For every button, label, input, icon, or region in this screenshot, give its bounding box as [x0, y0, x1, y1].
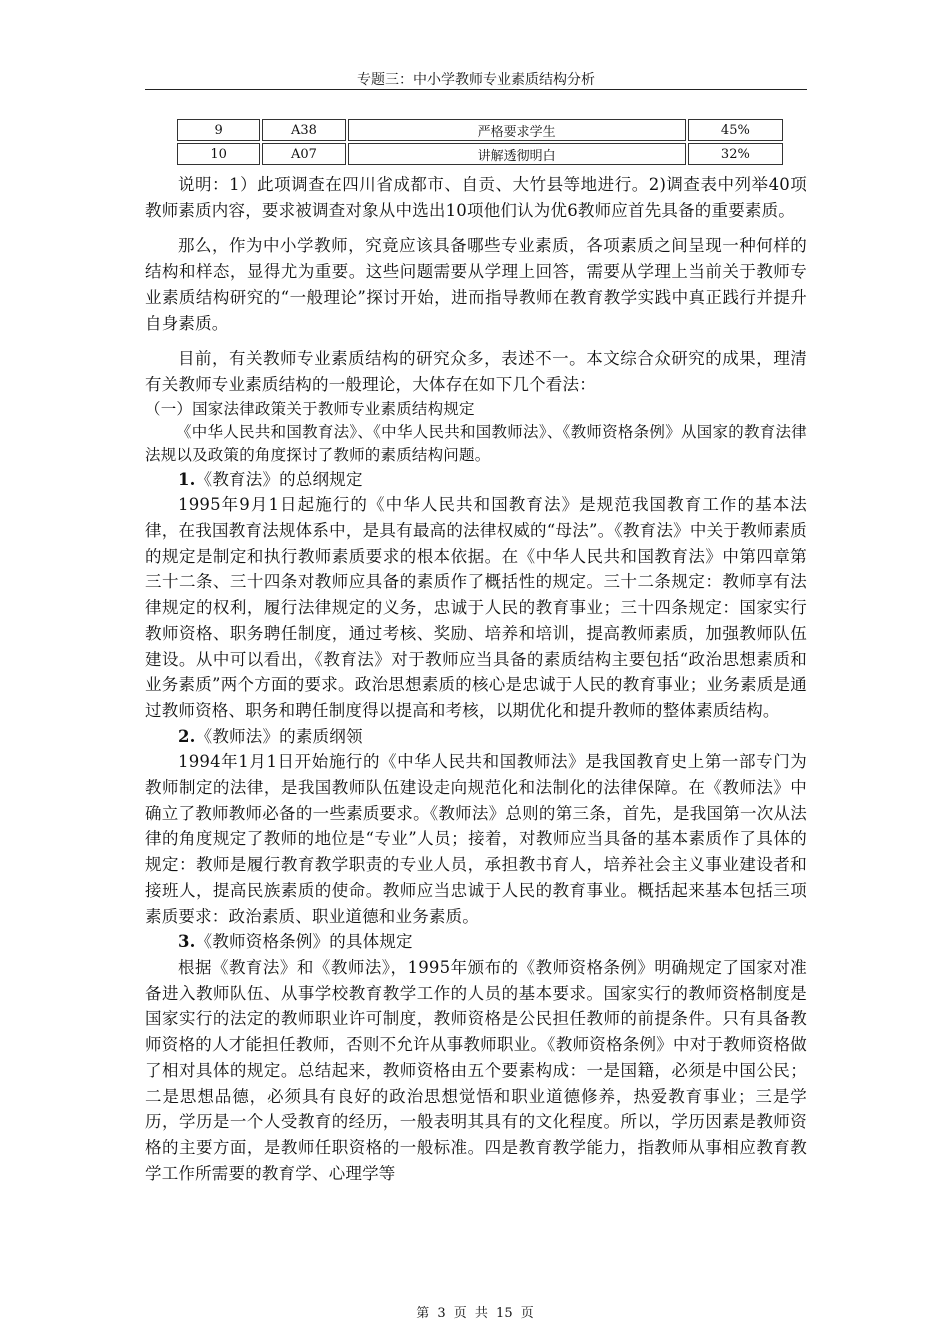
heading-number: 1.: [178, 469, 196, 489]
paragraph: 根据《教育法》和《教师法》，1995年颁布的《教师资格条例》明确规定了国家对准备进入教师队伍、从事学校教育教学工作的人员的基本要求。国家实行的教师资格制度是国家实行的法定的教师职业许可制度，教师资格是公民担任教师的前提条件。只有具备教师资格的人才能担任教师，否则不允许从事教师职业。《教师资格条例》中对于教师资格做了相对具体的规定。总结起来，教师资格由五个要素构成：一是国籍，必须是中国公民；二是思想品德，必须具有良好的政治思想觉悟和职业道德修养，热爱教育事业；三是学历，学历是一个人受教育的经历，一般表明其具有的文化程度。所以，学历因素是教师资格的主要方面，是教师任职资格的一般标准。四是教育教学能力，指教师从事相应教育教学工作所需要的教育学、心理学等: [145, 957, 807, 1183]
section-heading: （一）国家法律政策关于教师专业素质结构规定: [145, 399, 475, 418]
heading-text: 《教育法》的总纲规定: [195, 469, 363, 489]
rank-cell: 9: [177, 119, 260, 141]
heading-text: 《教师法》的素质纲领: [195, 726, 363, 746]
paragraph: 《中华人民共和国教育法》、《中华人民共和国教师法》、《教师资格条例》从国家的教育法律法规以及政策的角度探讨了教师的素质结构问题。: [145, 422, 807, 464]
rank-cell: 10: [177, 143, 260, 165]
paragraph: 1994年1月1日开始施行的《中华人民共和国教师法》是我国教育史上第一部专门为教师制定的法律，是我国教师队伍建设走向规范化和法制化的法律保障。在《教师法》中确立了教师教师必备的一些素质要求。《教师法》总则的第三条，首先，是我国第一次从法律的角度规定了教师的地位是“专业”人员；接着，对教师应当具备的基本素质作了具体的规定：教师是履行教育教学职责的专业人员，承担教书育人，培养社会主义事业建设者和接班人，提高民族素质的使命。教师应当忠诚于人民的教育事业。概括起来基本包括三项素质要求：政治素质、职业道德和业务素质。: [145, 752, 807, 926]
percent-cell: 32%: [688, 143, 783, 165]
paragraph: 那么，作为中小学教师，究竟应该具备哪些专业素质，各项素质之间呈现一种何样的结构和样态，显得尤为重要。这些问题需要从学理上回答，需要从学理上当前关于教师专业素质结构研究的“一般理论”探讨开始，进而指导教师在教育教学实践中真正践行并提升自身素质。: [145, 236, 807, 333]
quality-cell: 讲解透彻明白: [348, 143, 686, 165]
survey-note: 说明：1）此项调查在四川省成都市、自贡、大竹县等地进行。2)调查表中列举40项教师素质内容，要求被调查对象从中选出10项他们认为优6教师应首先具备的重要素质。: [145, 175, 807, 220]
paragraph: 目前，有关教师专业素质结构的研究众多，表述不一。本文综合众研究的成果，理清有关教师专业素质结构的一般理论，大体存在如下几个看法：: [145, 349, 807, 394]
table-row: [177, 143, 783, 165]
heading-number: 2.: [178, 726, 196, 746]
header-rule: [145, 89, 807, 90]
percent-cell: 45%: [688, 119, 783, 141]
heading-number: 3.: [178, 932, 196, 952]
body-text: [145, 172, 807, 1186]
heading-text: 《教师资格条例》的具体规定: [195, 932, 413, 952]
table-row: [177, 119, 783, 141]
survey-table: [175, 117, 785, 167]
quality-cell: 严格要求学生: [348, 119, 686, 141]
subsection-heading: [145, 467, 807, 493]
subsection-heading: [145, 724, 807, 750]
page-header: 专题三：中小学教师专业素质结构分析: [357, 72, 595, 88]
code-cell: A38: [262, 119, 345, 141]
subsection-heading: [145, 929, 807, 955]
page-number: 第 3 页 共 15 页: [416, 1306, 534, 1321]
code-cell: A07: [262, 143, 345, 165]
paragraph: 1995年9月1日起施行的《中华人民共和国教育法》是规范我国教育工作的基本法律，在我国教育法规体系中，是具有最高的法律权威的“母法”。《教育法》中关于教师素质的规定是制定和执行教师素质要求的根本依据。在《中华人民共和国教育法》中第四章第三十二条、三十四条对教师应具备的素质作了概括性的规定。三十二条规定：教师享有法律规定的权利，履行法律规定的义务，忠诚于人民的教育事业；三十四条规定：国家实行教师资格、职务聘任制度，通过考核、奖励、培养和培训，提高教师素质，加强教师队伍建设。从中可以看出，《教育法》对于教师应当具备的素质结构主要包括“政治思想素质和业务素质”两个方面的要求。政治思想素质的核心是忠诚于人民的教育事业；业务素质是通过教师资格、职务和聘任制度得以提高和考核，以期优化和提升教师的整体素质结构。: [145, 495, 807, 720]
